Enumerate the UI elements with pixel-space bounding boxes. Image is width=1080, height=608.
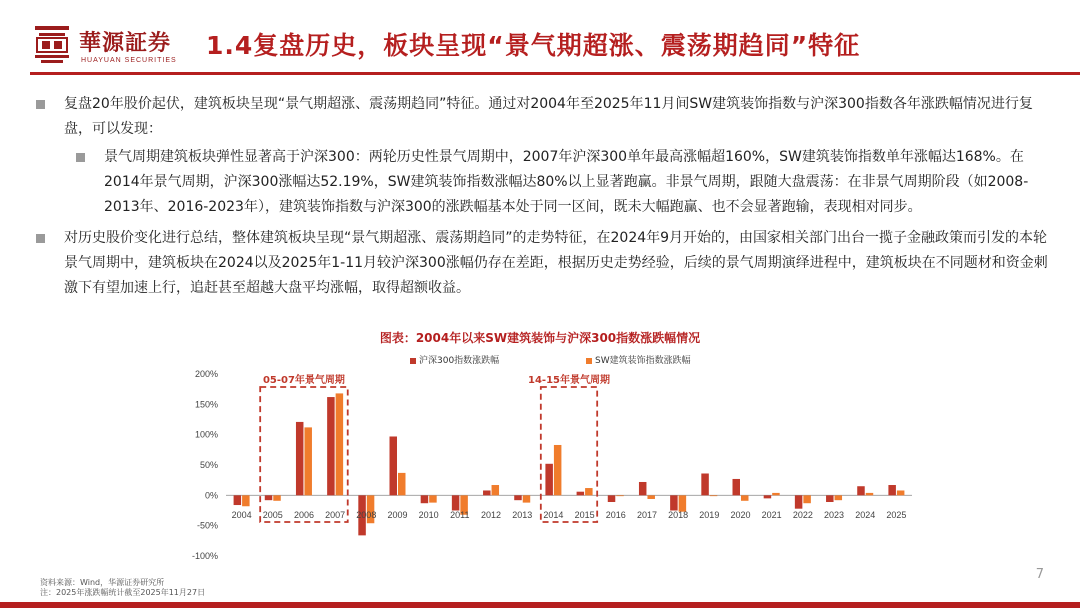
x-tick-label: 2006	[293, 510, 314, 520]
x-tick-label: 2008	[356, 510, 377, 520]
bar-hs300	[234, 495, 242, 505]
x-tick-label: 2009	[387, 510, 408, 520]
footer-notes	[40, 578, 205, 598]
x-tick-label: 2004	[231, 510, 252, 520]
x-tick-label: 2024	[855, 510, 876, 520]
period-label: 05-07年景气周期	[262, 375, 345, 386]
bar-hs300	[452, 495, 460, 510]
x-tick-label: 2007	[325, 510, 346, 520]
x-tick-label: 2013	[512, 510, 533, 520]
bar-sw-construction	[523, 495, 531, 502]
date-note: 注：2025年涨跌幅统计截至2025年11月27日	[40, 588, 206, 597]
bottom-accent-bar	[0, 602, 1080, 608]
x-tick-label: 2011	[450, 510, 470, 520]
x-tick-label: 2022	[792, 510, 813, 520]
x-tick-label: 2023	[824, 510, 845, 520]
legend-label: 沪深300指数涨跌幅	[419, 356, 500, 366]
x-tick-label: 2010	[418, 510, 439, 520]
y-tick-label: 200%	[194, 369, 218, 379]
bar-hs300	[390, 436, 398, 495]
y-tick-label: 0%	[204, 490, 218, 501]
logo-name-cn: 華源証券	[79, 30, 172, 56]
x-tick-label: 2005	[262, 510, 283, 520]
bar-sw-construction	[585, 488, 593, 495]
bar-hs300	[327, 397, 335, 495]
bar-sw-construction	[710, 495, 718, 496]
bullet-text: 景气周期建筑板块弹性显著高于沪深300：两轮历史性景气周期中，2007年沪深300单年最高涨幅超160%，SW建筑装饰指数单年涨幅达168%。在2014年景气周期，沪深300涨幅达52.19%，SW建筑装饰指数涨幅达80%以上显著跑赢。非景气周期，跟随大盘震荡：在非景气周期阶段（如2008-2013年、2016-2023年），建筑装饰指数与沪深300的涨跌幅基本处于同一区间，既未大幅跑赢、也不会显著跑输，表现相对同步。	[104, 149, 1029, 215]
bar-sw-construction	[835, 495, 843, 500]
bar-hs300	[483, 490, 491, 495]
bar-hs300	[701, 473, 709, 495]
y-tick-label: -100%	[191, 551, 218, 561]
period-label: 14-15年景气周期	[528, 375, 610, 386]
bar-sw-construction	[242, 495, 250, 506]
bar-hs300	[888, 485, 896, 495]
bar-sw-construction	[741, 495, 749, 500]
bar-hs300	[670, 495, 678, 510]
bar-hs300	[545, 464, 553, 496]
x-tick-label: 2021	[761, 510, 782, 520]
x-tick-label: 2025	[886, 510, 907, 520]
x-tick-label: 2019	[699, 510, 720, 520]
bar-sw-construction	[429, 495, 437, 502]
bar-sw-construction	[492, 485, 500, 495]
y-tick-label: 150%	[194, 399, 218, 410]
bar-hs300	[577, 492, 585, 496]
logo-name-en: HUAYUAN SECURITIES	[81, 57, 177, 64]
x-tick-label: 2017	[636, 510, 657, 520]
bar-sw-construction	[866, 493, 874, 495]
period-highlight-box	[541, 387, 597, 522]
bar-hs300	[764, 495, 772, 498]
y-tick-label: -50%	[196, 520, 218, 531]
x-tick-label: 2016	[605, 510, 626, 520]
bar-sw-construction	[772, 493, 780, 495]
bar-sw-construction	[616, 495, 624, 496]
y-tick-label: 50%	[199, 460, 218, 470]
bar-hs300	[639, 482, 647, 495]
x-tick-label: 2012	[481, 510, 502, 520]
bullet-text: 复盘20年股价起伏，建筑板块呈现“景气期超涨、震荡期趋同”特征。通过对2004年至2025年11月间SW建筑装饰指数与沪深300指数各年涨跌幅情况进行复盘，可以发现：	[64, 96, 1033, 137]
bar-sw-construction	[803, 495, 811, 503]
bar-hs300	[421, 495, 429, 503]
bar-hs300	[265, 495, 273, 500]
page-title: 1.4复盘历史，板块呈现“景气期超涨、震荡期趋同”特征	[206, 31, 861, 60]
bar-hs300	[857, 486, 865, 495]
page-number: 7	[1035, 567, 1044, 582]
bar-sw-construction	[554, 445, 562, 495]
bar-hs300	[296, 422, 304, 495]
bar-sw-construction	[304, 427, 312, 495]
bullet-text: 对历史股价变化进行总结，整体建筑板块呈现“景气期超涨、震荡期趋同”的走势特征，在2024年9月开始的，由国家相关部门出台一揽子金融政策而引发的本轮景气周期中，建筑板块在2024以及2025年1-11月较沪深300涨幅仍存在差距，根据历史走势经验，后续的景气周期演绎进程中，建筑板块在不同题材和资金刺激下有望加速上行，追赶甚至超越大盘平均涨幅，取得超额收益。	[64, 230, 1048, 296]
bar-sw-construction	[273, 495, 281, 500]
bar-hs300	[608, 495, 616, 502]
bar-hs300	[826, 495, 834, 502]
bar-hs300	[514, 495, 522, 500]
bar-hs300	[733, 479, 741, 495]
x-tick-label: 2018	[668, 510, 689, 520]
y-tick-label: 100%	[194, 429, 218, 440]
bar-sw-construction	[897, 490, 905, 495]
bar-sw-construction	[398, 473, 406, 495]
source-note: 资料来源：Wind，华源证券研究所	[40, 578, 165, 587]
chart-title: 图表：2004年以来SW建筑装饰与沪深300指数涨跌幅情况	[379, 331, 701, 345]
bar-sw-construction	[336, 393, 344, 495]
legend-label: SW建筑装饰指数涨跌幅	[595, 356, 691, 366]
x-tick-label: 2015	[574, 510, 595, 520]
x-tick-label: 2014	[543, 510, 564, 520]
bar-hs300	[795, 495, 803, 508]
x-tick-label: 2020	[730, 510, 751, 520]
bar-sw-construction	[647, 495, 655, 499]
